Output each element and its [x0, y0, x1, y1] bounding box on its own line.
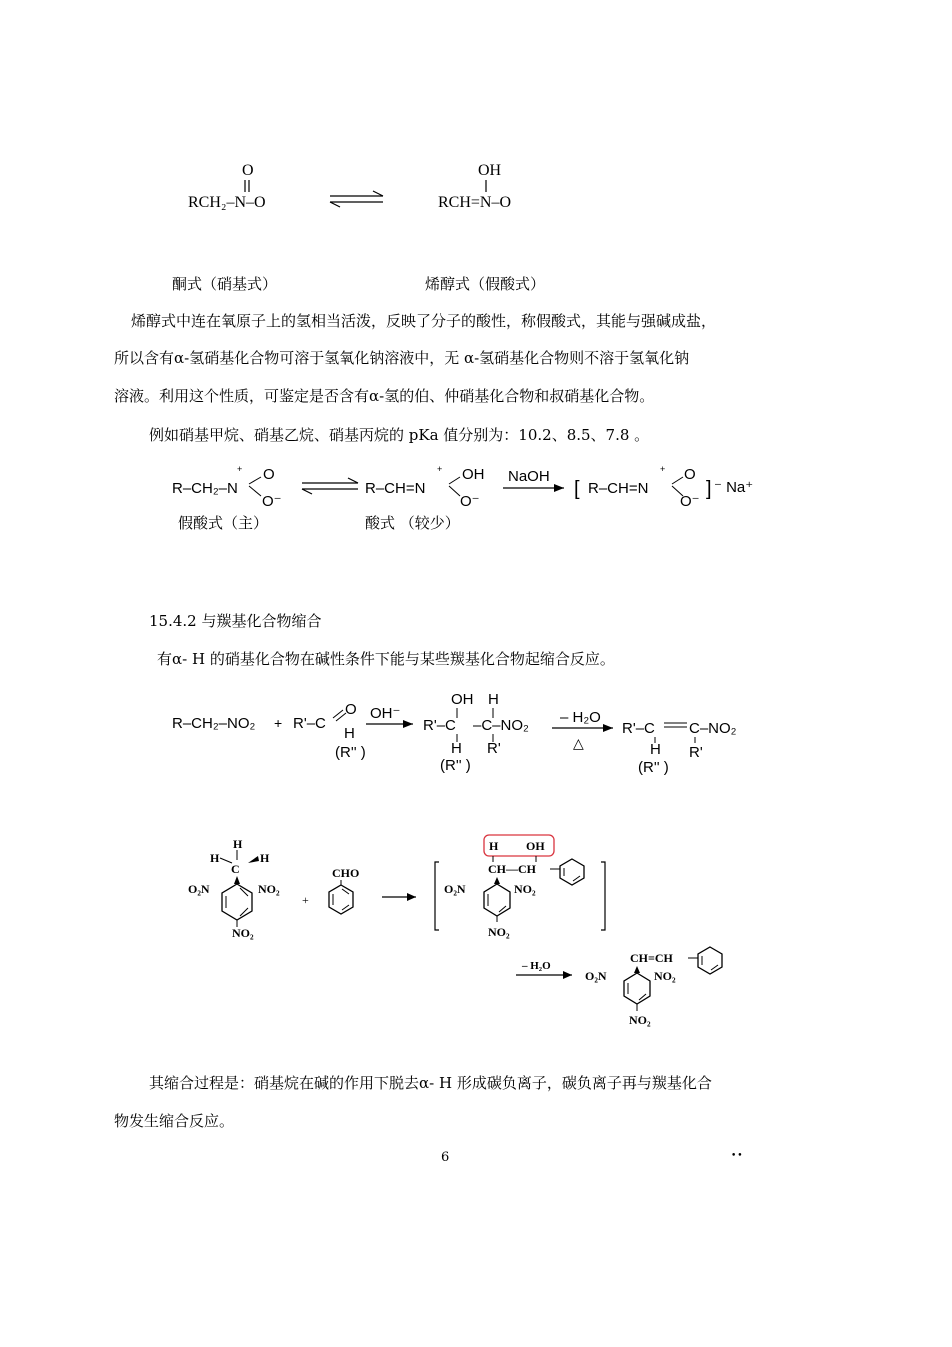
methyl-hydrogen: H [210, 851, 220, 865]
nitro-group-right: NO₂ [258, 882, 280, 896]
adduct-alternative: (R'' ) [440, 757, 471, 774]
nitro-group-right: NO₂ [654, 969, 676, 983]
nitroalkane-formula: R–CH₂–NO₂ [172, 715, 256, 732]
plus-sign: + [302, 893, 309, 907]
enol-form-hydroxyl: OH [478, 162, 502, 179]
adduct-right-carbon: –C–NO₂ [473, 717, 529, 734]
alkene-substituent: R' [689, 744, 703, 761]
methyl-hydrogen: H [233, 837, 243, 851]
ketone-alternative: (R'' ) [335, 744, 366, 761]
intermediate-chain: CH—CH [488, 862, 536, 876]
plus-sign: + [274, 715, 283, 731]
reaction-arrow-icon [382, 893, 416, 901]
alkene-alternative: (R'' ) [638, 759, 669, 776]
alkene-left-carbon: R'–C [622, 720, 655, 737]
paragraph-line: 有α- H 的硝基化合物在碱性条件下能与某些羰基化合物起缩合反应。 [157, 650, 615, 668]
nitroalkane-formula: R–CH₂–N [172, 480, 238, 497]
oxide-atom: O⁻ [460, 493, 480, 510]
minor-form-label: 酸式 （较少） [365, 514, 460, 532]
paragraph-line: 其缩合过程是：硝基烷在碱的作用下脱去α- H 形成碳负离子，碳负离子再与羰基化合 [149, 1074, 712, 1092]
adduct-bottom-hydrogen: H [451, 740, 462, 757]
intermediate-hydrogen: H [489, 839, 499, 853]
aci-acid-formula: R–CH=N [365, 480, 426, 497]
base-label: OH⁻ [370, 705, 401, 722]
carbonyl-formula: R'–C [293, 715, 326, 732]
nitro-group-bottom: NO₂ [629, 1013, 651, 1027]
equilibrium-arrow-icon [302, 478, 358, 494]
enol-form-label: 烯醇式（假酸式） [425, 275, 546, 293]
heat-icon: △ [573, 735, 584, 751]
methyl-hydrogen: H [260, 851, 270, 865]
section-heading: 15.4.2 与羰基化合物缩合 [149, 612, 322, 630]
formal-charge: + [437, 464, 443, 474]
sodium-counter-ion: ⁻ Na⁺ [714, 479, 754, 496]
reaction-arrow-icon [503, 484, 564, 492]
paragraph-line: 溶液。利用这个性质，可鉴定是否含有α-氢的伯、仲硝基化合物和叔硝基化合物。 [114, 387, 655, 405]
methyl-carbon: C [231, 862, 240, 876]
product-chain: CH=CH [630, 951, 673, 965]
paragraph-line: 物发生缩合反应。 [114, 1112, 235, 1130]
tautomer-equation [170, 155, 550, 225]
ketone-form-formula: RCH₂–N–O [188, 194, 266, 211]
oxide-atom: O⁻ [680, 493, 700, 510]
formal-charge: + [660, 464, 666, 474]
tnt-benzaldehyde-scheme [180, 830, 760, 1035]
condensation-equation [170, 690, 770, 780]
adduct-substituent: R' [487, 740, 501, 757]
oxide-atom: O⁻ [262, 493, 282, 510]
reaction-arrow-icon [516, 971, 572, 979]
page-number: 6 [441, 1150, 450, 1165]
dehydration-label: – H₂O [522, 960, 551, 972]
oxygen-atom: O [684, 466, 696, 483]
main-form-label: 假酸式（主） [178, 514, 269, 532]
bracket-right [601, 862, 605, 930]
nitro-group-bottom: NO₂ [232, 926, 254, 940]
oxygen-atom: O [263, 466, 275, 483]
dehydration-label: – H₂O [560, 709, 601, 726]
aldehyde-hydrogen: H [344, 725, 355, 742]
enol-form-formula: RCH=N–O [438, 194, 512, 211]
bracket-left: [ [574, 478, 580, 500]
footer-mark: •• [731, 1151, 744, 1161]
alkene-hydrogen: H [650, 741, 661, 758]
intermediate-hydroxyl: OH [526, 839, 545, 853]
nitro-group-bottom: NO₂ [488, 925, 510, 939]
salt-formation-equation [170, 462, 790, 510]
adduct-hydroxyl: OH [451, 691, 474, 708]
nitro-group-left: O₂N [188, 882, 210, 896]
ketone-form-oxygen: O [242, 162, 254, 179]
paragraph-line: 所以含有α-氢硝基化合物可溶于氢氧化钠溶液中，无 α-氢硝基化合物则不溶于氢氧化钠 [114, 349, 690, 367]
nitro-group-right: NO₂ [514, 882, 536, 896]
equilibrium-arrow-icon [330, 191, 383, 207]
ketone-form-label: 酮式（硝基式） [172, 275, 278, 293]
bracket-left [435, 862, 439, 930]
formal-charge: + [237, 464, 243, 474]
pka-paragraph: 例如硝基甲烷、硝基乙烷、硝基丙烷的 pKa 值分别为：10.2、8.5、7.8 。 [149, 426, 650, 444]
aldehyde-group: CHO [332, 866, 360, 880]
carbonyl-oxygen: O [345, 701, 357, 718]
alkene-right-carbon: C–NO₂ [689, 720, 737, 737]
adduct-left-carbon: R'–C [423, 717, 456, 734]
bracket-right: ] [706, 478, 712, 500]
nitro-group-left: O₂N [444, 882, 466, 896]
reagent-label: NaOH [508, 468, 550, 485]
nitronate-formula: R–CH=N [588, 480, 649, 497]
hydroxyl-group: OH [462, 466, 485, 483]
nitro-group-left: O₂N [585, 969, 607, 983]
paragraph-line: 烯醇式中连在氧原子上的氢相当活泼，反映了分子的酸性，称假酸式，其能与强碱成盐， [131, 312, 717, 330]
adduct-top-hydrogen: H [488, 691, 499, 708]
